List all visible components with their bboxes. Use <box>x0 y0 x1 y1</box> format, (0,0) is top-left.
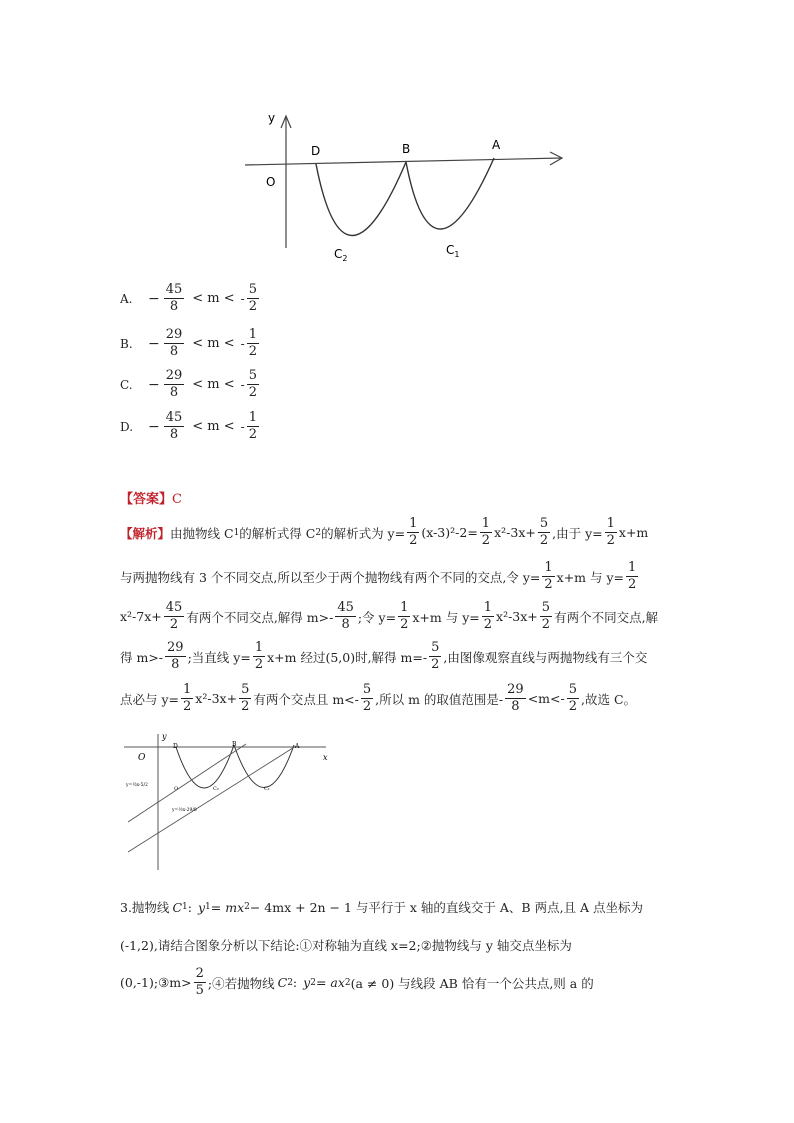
analysis-line-3: x²-7x+ $\frac{45}{2}$ 有两个不同交点,解得 m>- $\frac{45}{8}$ ;令 y= $\frac{1}{2}$ x+m 与 y= $\frac{1}{2}$ x²-3x+ $\frac{5}{2}$ 有两个不同交点,解 <box>120 600 659 632</box>
point-d-label: D <box>311 144 321 158</box>
option-b: B. − $\frac{29}{8}$ < m < - $\frac{1}{2}$ <box>120 327 258 359</box>
fraction: $\frac{45}{8}$ <box>165 282 183 314</box>
analysis-line-2: 与两抛物线有 3 个不同交点,所以至少于两个抛物线有两个不同的交点,令 y= $\frac{1}{2}$ x+m 与 y= $\frac{1}{2}$ <box>120 560 637 592</box>
c1-label: C₁ <box>264 786 270 792</box>
question-3-line-1: 3.抛物线 C 1 : y 1 = mx 2 − 4mx + 2n − 1 与平行于 x 轴的直线交于 A、B 两点,且 A 点坐标为 <box>120 899 644 915</box>
x-label: x <box>323 753 328 762</box>
y-label: y <box>268 111 276 125</box>
analysis-line-4: 得 m>- $\frac{29}{8}$ ;当直线 y= $\frac{1}{2}$ x+m 经过(5,0)时,解得 m=- $\frac{5}{2}$ ,由图像观察直线与两抛物线有三个交 <box>120 640 648 672</box>
parabola-c2 <box>176 745 234 788</box>
point-a-label: A <box>492 138 501 152</box>
c1-label: $C_1$ <box>446 243 460 259</box>
point-b-label: B <box>232 741 237 748</box>
origin-label: O <box>138 753 146 763</box>
parabola-c1 <box>406 158 494 229</box>
c2-label: C₂ <box>213 786 219 792</box>
analysis-line-5: 点必与 y= $\frac{1}{2}$ x²-3x+ $\frac{5}{2}$ 有两个交点且 m<- $\frac{5}{2}$ ,所以 m 的取值范围是- $\frac{29}{8}$ <m<- $\frac{5}{2}$ ,故选 C。 <box>120 682 637 714</box>
parabola-figure <box>240 108 570 268</box>
answer <box>120 488 182 507</box>
option-c: C. − $\frac{29}{8}$ < m < - $\frac{5}{2}$ <box>120 368 258 400</box>
line1-label: y=½x-5/2 <box>126 783 148 788</box>
fraction: $\frac{5}{2}$ <box>248 282 258 314</box>
answer-value: C <box>172 492 182 507</box>
inner-origin-label: O <box>174 786 179 792</box>
question-3-line-2: (-1,2),请结合图象分析以下结论:①对称轴为直线 x=2;②抛物线与 y 轴交点坐标为 <box>120 938 572 953</box>
parabola-c2 <box>316 162 406 236</box>
line-lower <box>128 746 296 852</box>
point-d-label: D <box>173 743 178 750</box>
point-a-label: A <box>295 743 300 750</box>
x-axis <box>245 158 562 165</box>
question-3-line-3: (0,-1);③m> $\frac{2}{5}$ ;④若抛物线 C 2 : y 2 = ax 2 (a ≠ 0) 与线段 AB 恰有一个公共点,则 a 的 <box>120 966 594 998</box>
point-b-label: B <box>402 142 411 156</box>
y-label: y <box>162 732 167 741</box>
solution-figure <box>118 730 338 875</box>
answer-tag: 【答案】 <box>120 492 173 507</box>
c2-label: $C_2$ <box>334 247 348 263</box>
option-a: A. − $\frac{45}{8}$ < m < - $\frac{5}{2}$ <box>120 282 258 314</box>
line2-label: y=½x-29/8 <box>172 808 197 813</box>
origin-label: O <box>266 175 276 189</box>
analysis-line-1: 【解析】 由抛物线 C 1 的解析式得 C 2 的解析式为 y= $\frac{1}{2}$ (x-3)²-2= $\frac{1}{2}$ x²-3x+ $\frac{5}{2}$ ,由于 y= $\frac{1}{2}$ x+m <box>120 516 649 548</box>
option-d: D. − $\frac{45}{8}$ < m < - $\frac{1}{2}$ <box>120 410 258 442</box>
